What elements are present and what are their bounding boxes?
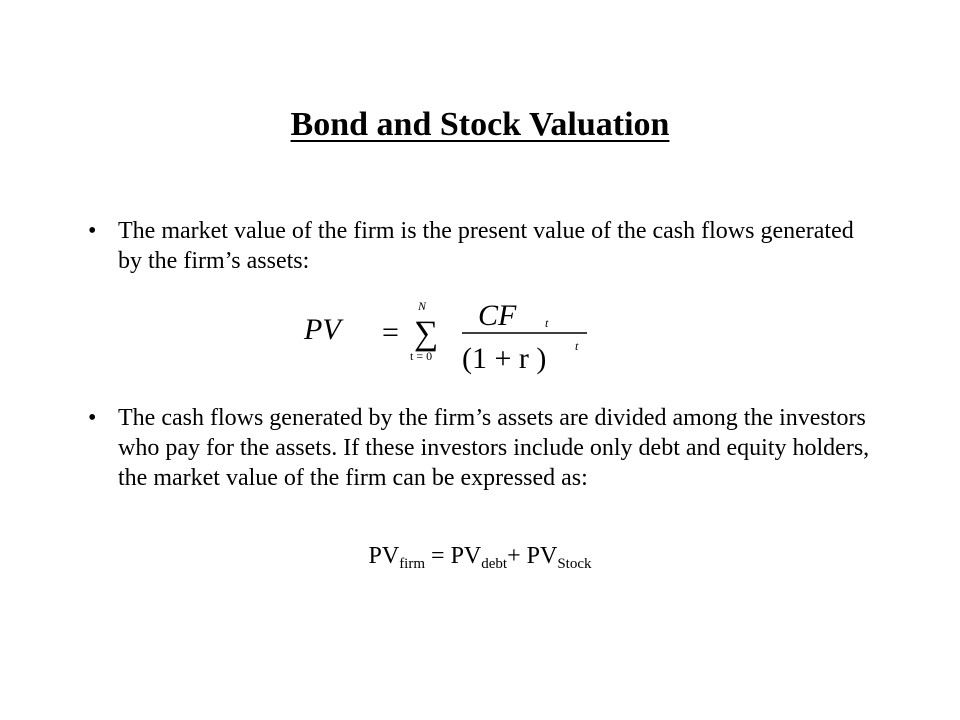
eq-pv-stock: PV: [526, 543, 558, 569]
formula-upper-limit: N: [418, 299, 427, 313]
bullet-text-1: The market value of the firm is the present value of the cash flows generated by the firm’s assets:: [118, 218, 854, 274]
bullet-text-2: The cash flows generated by the firm’s assets are divided among the investors who pay for the assets. If these investors include only debt and equity holders, the market value of the firm can be expressed as:: [118, 405, 870, 491]
firm-value-equation: [0, 543, 960, 573]
slide-title-text: Bond and Stock Valuation: [290, 106, 670, 143]
eq-pv-debt: PV: [450, 543, 482, 569]
eq-sub-firm: firm: [399, 556, 426, 572]
present-value-formula: [300, 292, 600, 382]
eq-sub-stock: Stock: [557, 556, 592, 572]
bullet-marker: •: [88, 405, 97, 431]
formula-sigma: ∑: [414, 315, 439, 352]
eq-plus: +: [507, 543, 527, 569]
formula-denominator: (1 + r ): [462, 342, 547, 375]
bullet-marker: •: [88, 218, 97, 244]
bullet-item-1: [88, 216, 878, 276]
formula-denominator-exp: t: [575, 339, 579, 353]
formula-equals: =: [382, 316, 399, 349]
formula-numerator-sub: t: [545, 316, 549, 330]
eq-pv-firm: PV: [368, 543, 400, 569]
formula-numerator: CF: [478, 299, 517, 332]
bullet-item-2: [88, 403, 878, 493]
eq-sub-debt: debt: [481, 556, 508, 572]
formula-lower-limit: t = 0: [410, 349, 433, 363]
formula-lhs: PV: [304, 313, 341, 346]
slide-title: [0, 106, 960, 144]
eq-equals: =: [425, 543, 451, 569]
